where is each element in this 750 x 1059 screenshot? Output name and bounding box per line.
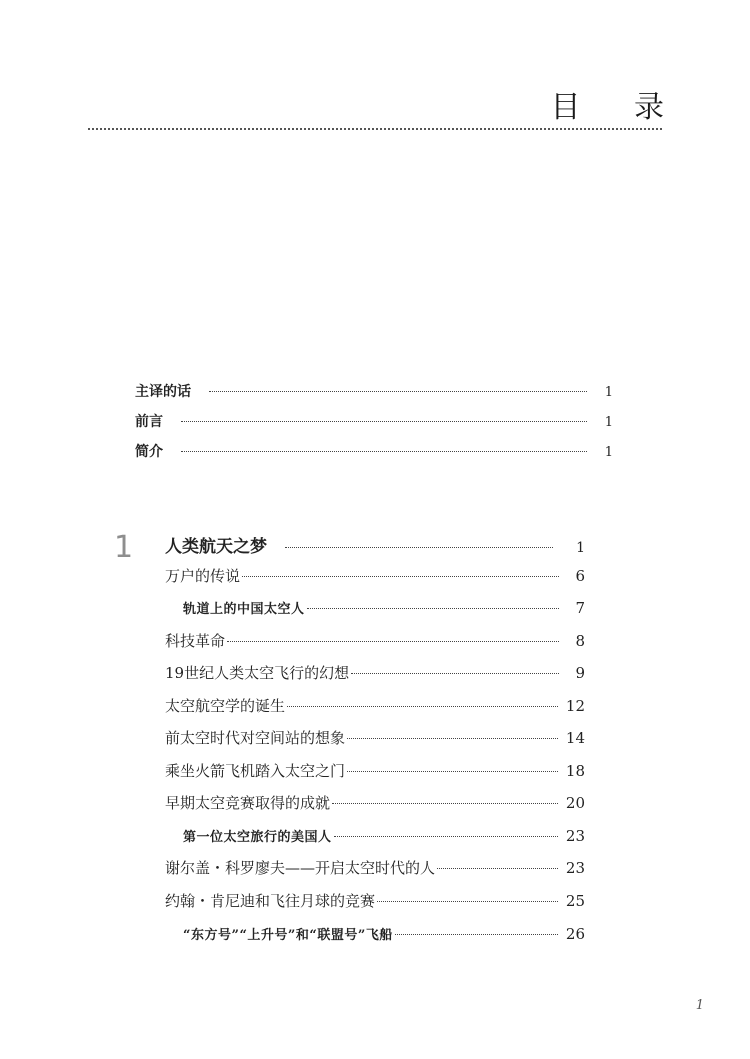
dot-leader bbox=[351, 673, 559, 674]
toc-entry-label: 太空航空学的诞生 bbox=[165, 697, 286, 715]
toc-entry-label: 主译的话 bbox=[135, 384, 191, 400]
toc-entry-translator-note[interactable] bbox=[135, 381, 613, 401]
dot-leader bbox=[181, 421, 587, 422]
dot-leader bbox=[347, 771, 558, 772]
toc-subentry[interactable] bbox=[183, 826, 585, 845]
toc-entry[interactable] bbox=[165, 727, 585, 748]
toc-entry-page: 8 bbox=[575, 632, 585, 650]
toc-entry-page: 1 bbox=[604, 385, 613, 400]
toc-entry-page: 26 bbox=[565, 925, 585, 943]
title-dotted-rule bbox=[88, 128, 662, 130]
dot-leader bbox=[227, 641, 559, 642]
dot-leader bbox=[437, 868, 558, 869]
toc-entry-page: 7 bbox=[575, 599, 585, 617]
toc-entry-label: 早期太空竞赛取得的成就 bbox=[165, 794, 331, 812]
toc-entry-page: 20 bbox=[565, 794, 585, 812]
toc-entry-introduction[interactable] bbox=[135, 441, 613, 461]
toc-entry[interactable] bbox=[165, 792, 585, 813]
toc-entry-label: 19世纪人类太空飞行的幻想 bbox=[165, 664, 350, 682]
toc-entry[interactable] bbox=[165, 565, 585, 586]
dot-leader bbox=[307, 608, 559, 609]
toc-entry-label: 谢尔盖・科罗廖夫——开启太空时代的人 bbox=[165, 859, 436, 877]
toc-entry-label: 约翰・肯尼迪和飞往月球的竞赛 bbox=[165, 892, 376, 910]
dot-leader bbox=[242, 576, 559, 577]
dot-leader bbox=[287, 706, 558, 707]
toc-entry-page: 9 bbox=[575, 664, 585, 682]
dot-leader bbox=[334, 836, 558, 837]
toc-entry-page: 14 bbox=[565, 729, 585, 747]
toc-entry-page: 1 bbox=[604, 415, 613, 430]
dot-leader bbox=[181, 451, 587, 452]
chapter-page: 1 bbox=[576, 540, 585, 556]
toc-entry-label: 科技革命 bbox=[165, 632, 226, 650]
toc-entry-preface[interactable] bbox=[135, 411, 613, 431]
toc-entry[interactable] bbox=[165, 630, 585, 651]
toc-title: 目 录 bbox=[550, 90, 686, 125]
dot-leader bbox=[377, 901, 558, 902]
dot-leader bbox=[347, 738, 558, 739]
chapter-title: 人类航天之梦 bbox=[165, 537, 267, 557]
toc-entry-label: 第一位太空旅行的美国人 bbox=[183, 830, 332, 845]
toc-entry-label: 前太空时代对空间站的想象 bbox=[165, 729, 346, 747]
toc-entry-page: 23 bbox=[565, 827, 585, 845]
toc-entry-label: 万户的传说 bbox=[165, 567, 241, 585]
toc-entry-page: 18 bbox=[565, 762, 585, 780]
toc-entry[interactable] bbox=[165, 662, 585, 683]
dot-leader bbox=[395, 934, 558, 935]
toc-chapter-heading[interactable] bbox=[165, 532, 585, 557]
toc-entry-label: 前言 bbox=[135, 414, 163, 430]
dot-leader bbox=[285, 547, 553, 548]
toc-entry-label: 简介 bbox=[135, 444, 163, 460]
toc-entry-page: 23 bbox=[565, 859, 585, 877]
dot-leader bbox=[209, 391, 587, 392]
page-number: 1 bbox=[695, 998, 704, 1013]
dot-leader bbox=[332, 803, 558, 804]
toc-subentry[interactable] bbox=[183, 924, 585, 943]
toc-entry-label: 乘坐火箭飞机踏入太空之门 bbox=[165, 762, 346, 780]
toc-entry-page: 6 bbox=[575, 567, 585, 585]
toc-entry[interactable] bbox=[165, 760, 585, 781]
toc-entry-page: 25 bbox=[565, 892, 585, 910]
chapter-number: 1 bbox=[114, 530, 134, 565]
toc-entry-label: “东方号”“上升号”和“联盟号”飞船 bbox=[183, 928, 393, 943]
toc-entry-page: 1 bbox=[604, 445, 613, 460]
toc-entry[interactable] bbox=[165, 890, 585, 911]
toc-entry[interactable] bbox=[165, 857, 585, 878]
toc-subentry[interactable] bbox=[183, 598, 585, 617]
toc-entry-page: 12 bbox=[565, 697, 585, 715]
toc-entry-label: 轨道上的中国太空人 bbox=[183, 602, 305, 617]
toc-entry[interactable] bbox=[165, 695, 585, 716]
